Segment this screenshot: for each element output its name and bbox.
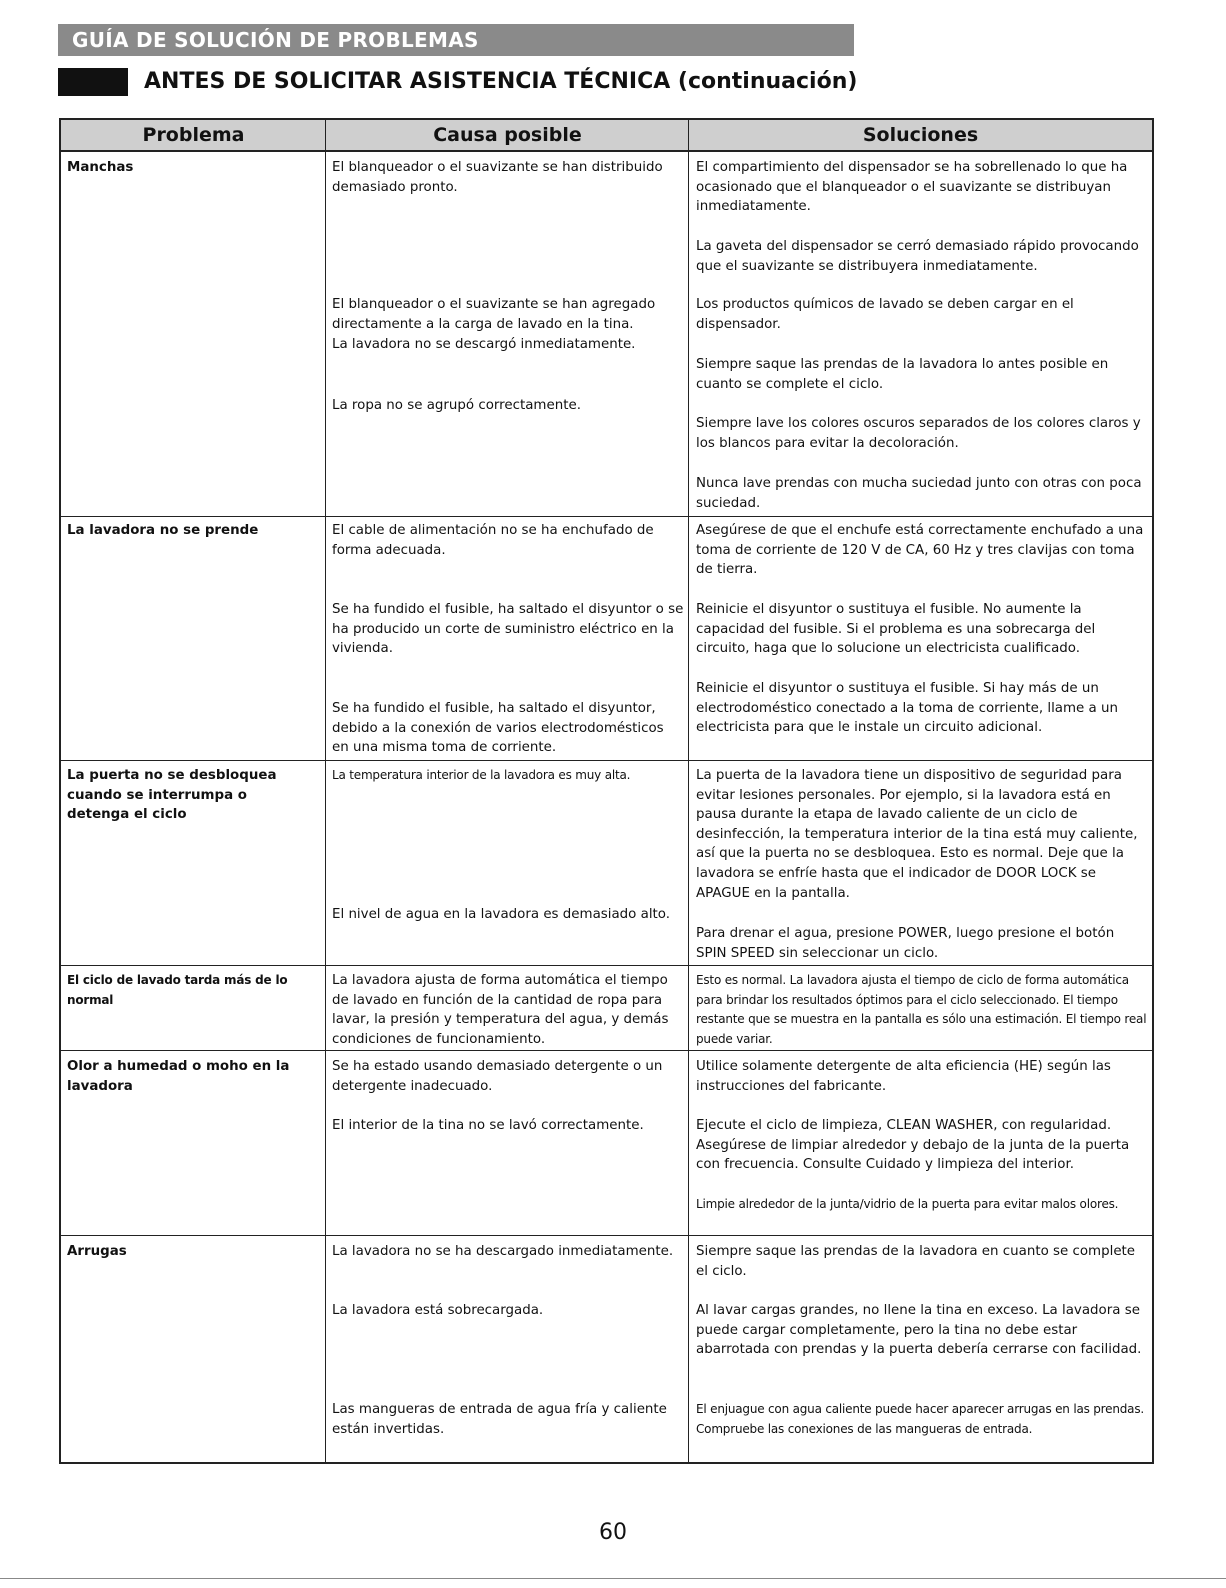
- solution-cell: Reinicie el disyuntor o sustituya el fusible. Si hay más de un electrodoméstico conectado a la toma de corriente, llame a un electricista para que le instale un circuito adicional.: [696, 681, 1118, 736]
- footer-rule: [0, 1578, 1226, 1579]
- cause-cell: El interior de la tina no se lavó correctamente.: [332, 1118, 644, 1133]
- cause-cell: El nivel de agua en la lavadora es demasiado alto.: [332, 907, 671, 922]
- problem-cell: Arrugas: [67, 1244, 127, 1259]
- subsection-title: ANTES DE SOLICITAR ASISTENCIA TÉCNICA (continuación): [144, 69, 858, 94]
- row-divider: [61, 1235, 1152, 1236]
- solution-cell: Siempre lave los colores oscuros separados de los colores claros y los blancos para evitar la decoloración.: [696, 416, 1141, 451]
- header-cause: Causa posible: [326, 120, 689, 152]
- solution-cell: La puerta de la lavadora tiene un dispositivo de seguridad para evitar lesiones personales. Por ejemplo, si la lavadora está en pausa durante la etapa de lavado caliente de un ciclo de desinfección, la temperatura interior de la tina está muy caliente, así que la puerta no se desbloquea. Esto es normal. Deje que la lavadora se enfríe hasta que el indicador de DOOR LOCK se APAGUE en la pantalla.: [696, 768, 1138, 901]
- column-divider: [688, 120, 689, 1462]
- section-title-bar: GUÍA DE SOLUCIÓN DE PROBLEMAS: [58, 24, 854, 56]
- problem-cell: La puerta no se desbloquea cuando se interrumpa o detenga el ciclo: [67, 768, 277, 823]
- cause-cell: La lavadora está sobrecargada.: [332, 1303, 544, 1318]
- row-divider: [61, 965, 1152, 966]
- row-divider: [61, 760, 1152, 761]
- cause-cell: El cable de alimentación no se ha enchufado de forma adecuada.: [332, 523, 654, 558]
- cause-cell: Se ha estado usando demasiado detergente o un detergente inadecuado.: [332, 1059, 663, 1094]
- solution-cell: Los productos químicos de lavado se deben cargar en el dispensador.: [696, 297, 1074, 332]
- header-solutions: Soluciones: [689, 120, 1152, 152]
- cause-cell: La lavadora no se ha descargado inmediatamente.: [332, 1244, 674, 1259]
- troubleshooting-table: [59, 118, 1154, 1464]
- row-divider: [61, 1050, 1152, 1051]
- problem-cell: La lavadora no se prende: [67, 523, 259, 538]
- solution-cell: Ejecute el ciclo de limpieza, CLEAN WASHER, con regularidad. Asegúrese de limpiar alrededor y debajo de la junta de la puerta con frecuencia. Consulte Cuidado y limpieza del interior.: [696, 1118, 1130, 1173]
- solution-cell: Nunca lave prendas con mucha suciedad junto con otras con poca suciedad.: [696, 476, 1142, 511]
- problem-cell: El ciclo de lavado tarda más de lo normal: [67, 973, 288, 1007]
- cause-cell: El blanqueador o el suavizante se han agregado directamente a la carga de lavado en la tina.: [332, 297, 656, 332]
- cause-cell: El blanqueador o el suavizante se han distribuido demasiado pronto.: [332, 160, 663, 195]
- solution-cell: Reinicie el disyuntor o sustituya el fusible. No aumente la capacidad del fusible. Si el problema es una sobrecarga del circuito, haga que lo solucione un electricista cualificado.: [696, 602, 1096, 657]
- solution-cell: Esto es normal. La lavadora ajusta el tiempo de ciclo de forma automática para brindar los resultados óptimos para el ciclo seleccionado. El tiempo restante que se muestra en la pantalla es sólo una estimación. El tiempo real puede variar.: [696, 973, 1147, 1046]
- subsection-marker: [58, 68, 128, 96]
- solution-cell: Para drenar el agua, presione POWER, luego presione el botón SPIN SPEED sin seleccionar un ciclo.: [696, 926, 1115, 961]
- cause-cell: La lavadora ajusta de forma automática el tiempo de lavado en función de la cantidad de ropa para lavar, la presión y temperatura del agua, y demás condiciones de funcionamiento.: [332, 973, 669, 1047]
- cause-cell: Se ha fundido el fusible, ha saltado el disyuntor, debido a la conexión de varios electrodomésticos en una misma toma de corriente.: [332, 701, 664, 756]
- solution-cell: Utilice solamente detergente de alta eficiencia (HE) según las instrucciones del fabricante.: [696, 1059, 1111, 1094]
- column-divider: [325, 120, 326, 1462]
- cause-cell: La ropa no se agrupó correctamente.: [332, 398, 581, 413]
- solution-cell: Siempre saque las prendas de la lavadora lo antes posible en cuanto se complete el ciclo.: [696, 357, 1109, 392]
- solution-cell: Asegúrese de que el enchufe está correctamente enchufado a una toma de corriente de 120 V de CA, 60 Hz y tres clavijas con toma de tierra.: [696, 523, 1144, 578]
- row-divider: [61, 516, 1152, 517]
- solution-cell: El compartimiento del dispensador se ha sobrellenado lo que ha ocasionado que el blanqueador o el suavizante se distribuyan inmediatamente.: [696, 160, 1128, 215]
- cause-cell: La lavadora no se descargó inmediatamente.: [332, 337, 636, 352]
- cause-cell: Se ha fundido el fusible, ha saltado el disyuntor o se ha producido un corte de suministro eléctrico en la vivienda.: [332, 602, 684, 657]
- problem-cell: Olor a humedad o moho en la lavadora: [67, 1059, 290, 1094]
- header-problem: Problema: [61, 120, 326, 152]
- solution-cell: Limpie alrededor de la junta/vidrio de la puerta para evitar malos olores.: [696, 1197, 1119, 1211]
- problem-cell: Manchas: [67, 160, 134, 175]
- page-number: 60: [599, 1520, 627, 1545]
- cause-cell: La temperatura interior de la lavadora es muy alta.: [332, 768, 631, 782]
- solution-cell: Al lavar cargas grandes, no llene la tina en exceso. La lavadora se puede cargar completamente, pero la tina no debe estar abarrotada con prendas y la puerta debería cerrarse con facilidad.: [696, 1303, 1142, 1358]
- cause-cell: Las mangueras de entrada de agua fría y caliente están invertidas.: [332, 1402, 667, 1437]
- solution-cell: El enjuague con agua caliente puede hacer aparecer arrugas en las prendas. Compruebe las conexiones de las mangueras de entrada.: [696, 1402, 1144, 1436]
- solution-cell: La gaveta del dispensador se cerró demasiado rápido provocando que el suavizante se distribuyera inmediatamente.: [696, 239, 1139, 274]
- solution-cell: Siempre saque las prendas de la lavadora en cuanto se complete el ciclo.: [696, 1244, 1136, 1279]
